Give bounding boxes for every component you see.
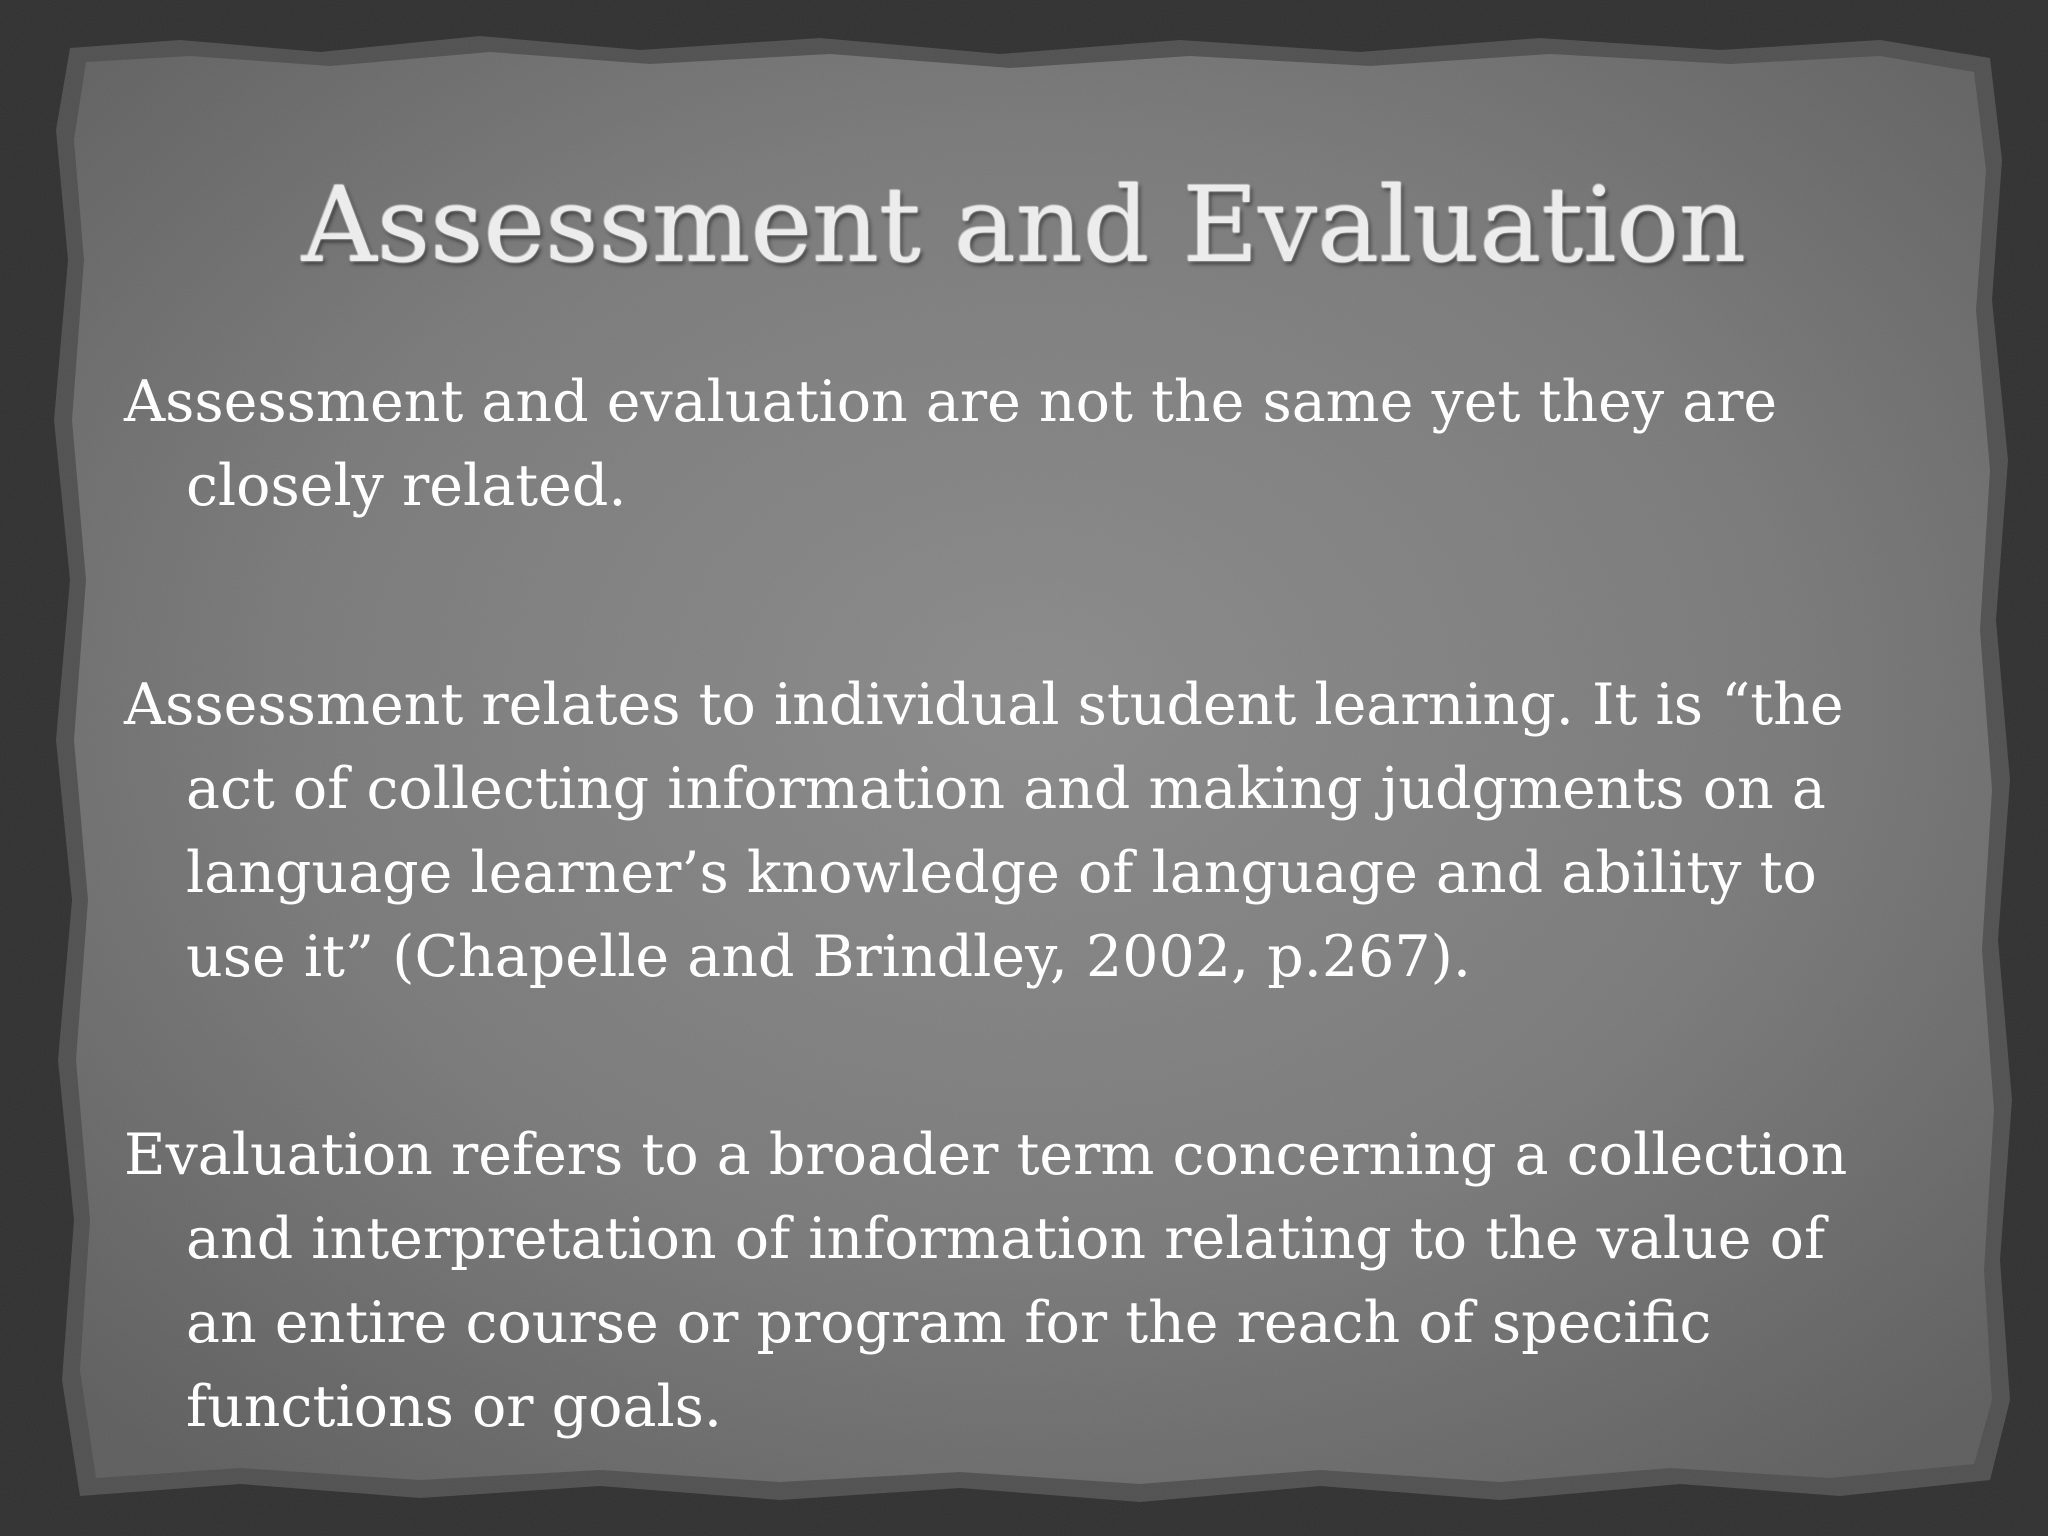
slide-title: Assessment and Evaluation xyxy=(301,164,1747,286)
paragraph-assessment-definition: Assessment relates to individual student learning. It is “the act of collecting information and making judgments on a language learner’s knowledge of language and ability to use it” (Chapelle and Brindley, 2002, p.267). xyxy=(124,672,1844,990)
paragraph-comparison: Assessment and evaluation are not the same yet they are closely related. xyxy=(124,369,1778,519)
paragraph-evaluation-definition: Evaluation refers to a broader term concerning a collection and interpretation of information relating to the value of an entire course or program for the reach of specific functions or goals. xyxy=(124,1122,1848,1440)
